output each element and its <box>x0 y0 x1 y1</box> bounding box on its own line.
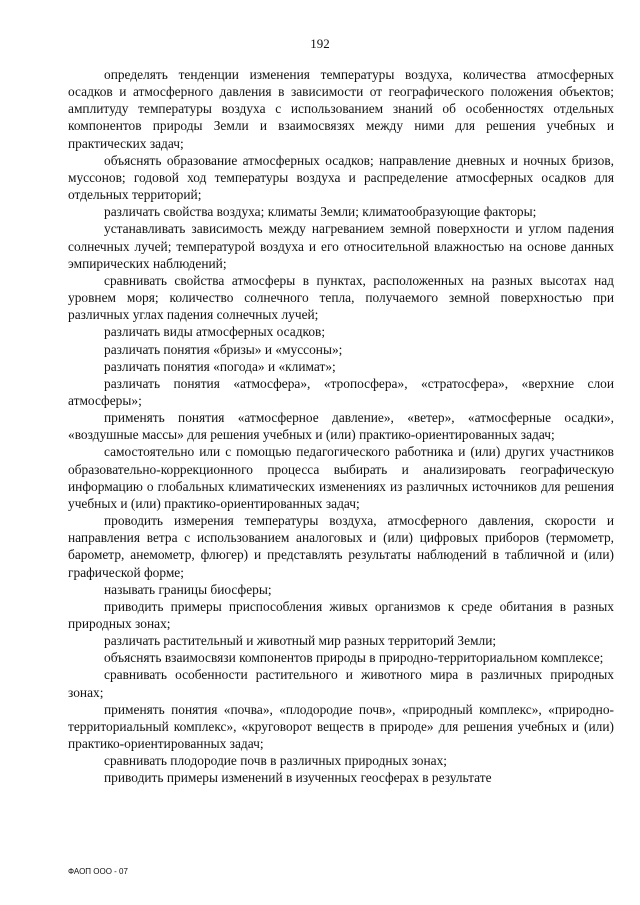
paragraph-7: различать понятия «бризы» и «муссоны»; <box>104 341 343 357</box>
paragraph-18: применять понятия «почва», «плодородие почв», «природный комплекс», «природно-территориальный комплекс», «круговорот веществ в природе» для решения учебных и (или) практико-ориентированных задач; <box>68 701 614 752</box>
paragraph-6: различать виды атмосферных осадков; <box>104 324 326 340</box>
paragraph-1: определять тенденции изменения температуры воздуха, количества атмосферных осадков и атмосферного давления в зависимости от географического положения объектов; амплитуду температуры воздуха с использованием знаний об особенностях отдельных компонентов природы Земли и взаимосвязях между ними для решения учебных и практических задач; <box>68 67 614 151</box>
paragraph-19: сравнивать плодородие почв в различных природных зонах; <box>104 753 448 769</box>
paragraph-9: различать понятия «атмосфера», «тропосфера», «стратосфера», «верхние слои атмосферы»; <box>68 375 614 408</box>
paragraph-14: приводить примеры приспособления живых организмов к среде обитания в разных природных зонах; <box>68 598 614 631</box>
paragraph-8: различать понятия «погода» и «климат»; <box>104 358 336 374</box>
footer-code: ФАОП ООО - 07 <box>68 867 128 876</box>
paragraph-2: объяснять образование атмосферных осадков; направление дневных и ночных бризов, муссонов; годовой ход температуры воздуха и распределение атмосферных осадков для отдельных территорий; <box>68 152 614 203</box>
paragraph-16: объяснять взаимосвязи компонентов природы в природно-территориальном комплексе; <box>104 650 604 666</box>
body-text <box>68 66 614 787</box>
paragraph-13: называть границы биосферы; <box>104 581 272 597</box>
paragraph-11: самостоятельно или с помощью педагогического работника и (или) других участников образовательно-коррекционного процесса выбирать и анализировать географическую информацию о глобальных климатических изменениях из различных источников для решения учебных и (или) практико-ориентированных задач; <box>68 444 614 511</box>
paragraph-4: устанавливать зависимость между нагреванием земной поверхности и углом падения солнечных лучей; температурой воздуха и его относительной влажностью на основе данных эмпирических наблюдений; <box>68 221 614 271</box>
paragraph-15: различать растительный и животный мир разных территорий Земли; <box>104 633 497 649</box>
paragraph-10: применять понятия «атмосферное давление», «ветер», «атмосферные осадки», «воздушные массы» для решения учебных и (или) практико-ориентированных задач; <box>68 410 614 443</box>
paragraph-5: сравнивать свойства атмосферы в пунктах, расположенных на разных высотах над уровнем моря; количество солнечного тепла, получаемого земной поверхностью при различных углах падения солнечных лучей; <box>68 272 614 323</box>
paragraph-17: сравнивать особенности растительного и животного мира в различных природных зонах; <box>68 667 614 700</box>
page-number: 192 <box>310 36 330 51</box>
paragraph-3: различать свойства воздуха; климаты Земли; климатообразующие факторы; <box>104 204 537 220</box>
paragraph-20: приводить примеры изменений в изученных геосферах в результате <box>104 770 492 786</box>
paragraph-12: проводить измерения температуры воздуха, атмосферного давления, скорости и направления ветра с использованием аналоговых и (или) цифровых приборов (термометр, барометр, анемометр, флюгер) и представлять результаты наблюдений в табличной и (или) графической форме; <box>68 513 614 580</box>
